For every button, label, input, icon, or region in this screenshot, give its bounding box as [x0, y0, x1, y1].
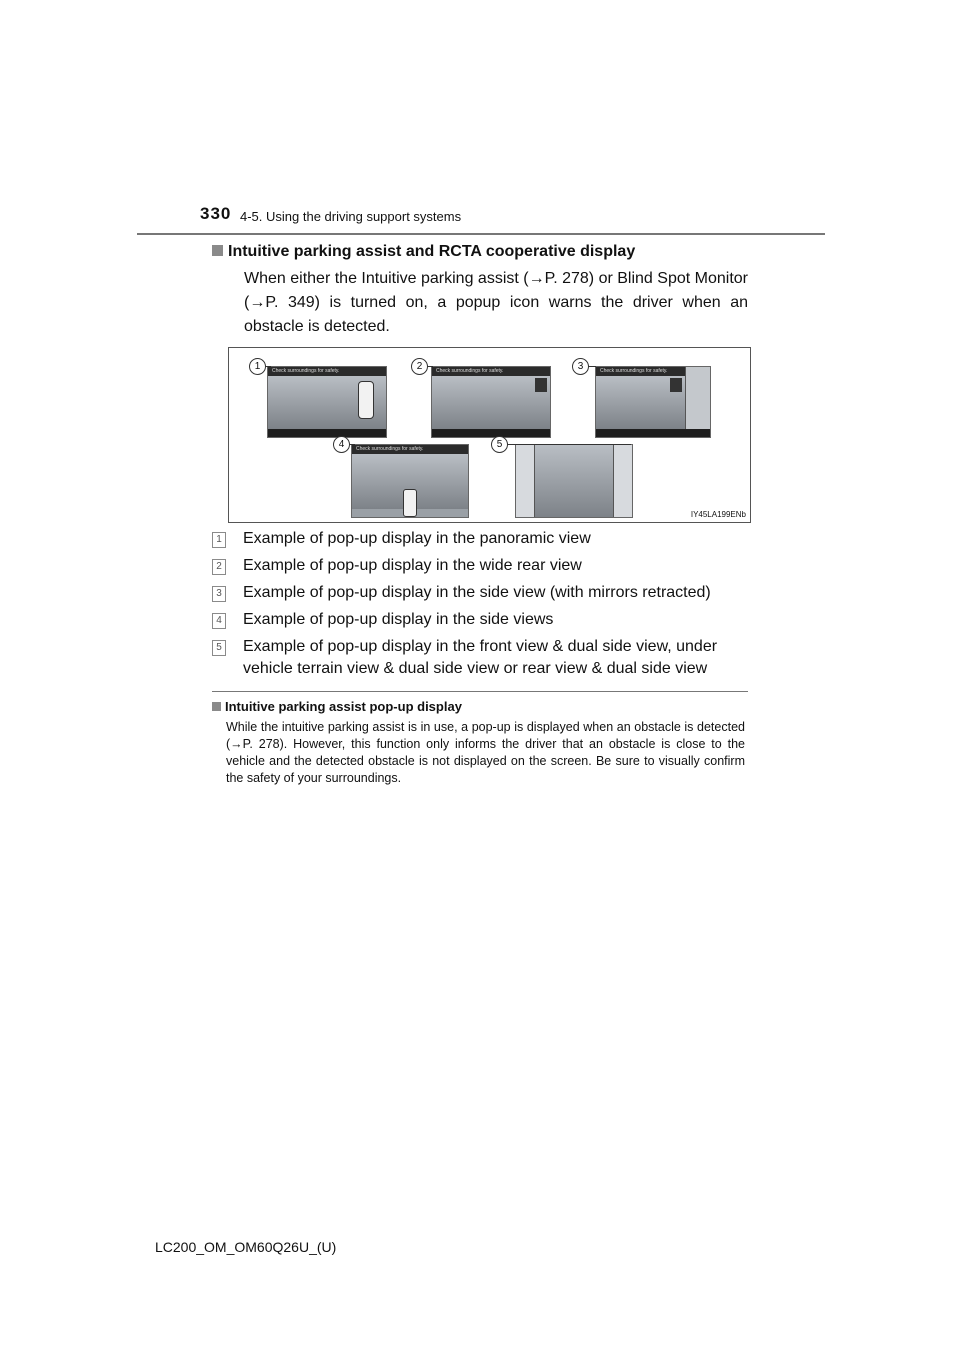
section-heading-text: Intuitive parking assist and RCTA cooperative display [228, 243, 636, 260]
caption-text: Example of pop-up display in the side view (with mirrors retracted) [243, 584, 711, 601]
callout-leader [588, 366, 596, 367]
screen-toolbar [268, 429, 386, 437]
camera-image [432, 376, 550, 429]
caption-item [212, 581, 752, 608]
page-header [200, 204, 825, 234]
screen-side-view-mirrors-retracted [595, 366, 711, 438]
vehicle-topview-icon [358, 381, 374, 419]
caption-item [212, 527, 752, 554]
sensor-popup-icon [535, 378, 547, 392]
screen-toolbar [596, 429, 710, 437]
note-body: While the intuitive parking assist is in use, a pop-up is displayed when an obstacle is detected (→P. 278). However, this function only informs the driver that an obstacle is close to the vehicle and the detected obstacle is not displayed on the screen. Be sure to visually confirm the safety of your surroundings. [226, 720, 745, 785]
popup-display-figure [228, 347, 751, 523]
screen-panoramic-view [267, 366, 387, 438]
caption-text: Example of pop-up display in the panoramic view [243, 530, 591, 547]
caption-text: Example of pop-up display in the side views [243, 611, 554, 628]
square-bullet-icon [212, 702, 221, 711]
caption-number: 3 [212, 586, 226, 602]
callout-leader [265, 366, 271, 367]
caption-list [212, 527, 752, 685]
screen-banner: Check surroundings for safety. [432, 367, 550, 376]
vehicle-topview-icon [403, 489, 417, 517]
figure-code: IY45LA199ENb [690, 510, 746, 519]
caption-number: 1 [212, 532, 226, 548]
screen-banner: Check surroundings for safety. [268, 367, 386, 376]
caption-text: Example of pop-up display in the wide rear view [243, 557, 582, 574]
callout-leader [507, 444, 631, 445]
caption-text: Example of pop-up display in the front view & dual side view, under vehicle terrain view & dual side view or rear view & dual side view [243, 638, 718, 677]
caption-number: 5 [212, 640, 226, 656]
intro-paragraph: When either the Intuitive parking assist (→P. 278) or Blind Spot Monitor (→P. 349) is turned on, a popup icon warns the driver when an obstacle is detected. [244, 270, 748, 335]
footer-doc-code: LC200_OM_OM60Q26U_(U) [155, 1239, 337, 1255]
screen-toolbar [432, 429, 550, 437]
callout-2: 2 [411, 358, 428, 375]
callout-3: 3 [572, 358, 589, 375]
header-rule [137, 233, 825, 235]
caption-item [212, 554, 752, 581]
callout-leader [427, 366, 433, 367]
caption-item [212, 608, 752, 635]
screen-side-views [351, 444, 469, 518]
square-bullet-icon [212, 245, 223, 256]
callout-1: 1 [249, 358, 266, 375]
screen-banner: Check surroundings for safety. [352, 445, 468, 454]
callout-4: 4 [333, 436, 350, 453]
callout-leader [349, 444, 355, 445]
section-title: 4-5. Using the driving support systems [240, 209, 462, 224]
callout-5: 5 [491, 436, 508, 453]
screen-banner: Check surroundings for safety. [596, 367, 710, 376]
left-side-camera [516, 445, 535, 517]
section-heading [212, 243, 635, 261]
caption-number: 4 [212, 613, 226, 629]
caption-item [212, 635, 752, 685]
note-heading [212, 699, 462, 714]
page-number: 330 [200, 204, 232, 223]
note-rule [212, 691, 748, 692]
side-camera-strip [685, 367, 710, 437]
sensor-popup-icon [670, 378, 682, 392]
note-heading-text: Intuitive parking assist pop-up display [225, 699, 462, 714]
screen-front-dual-side-view [515, 444, 633, 518]
screen-wide-rear-view [431, 366, 551, 438]
right-side-camera [613, 445, 632, 517]
caption-number: 2 [212, 559, 226, 575]
